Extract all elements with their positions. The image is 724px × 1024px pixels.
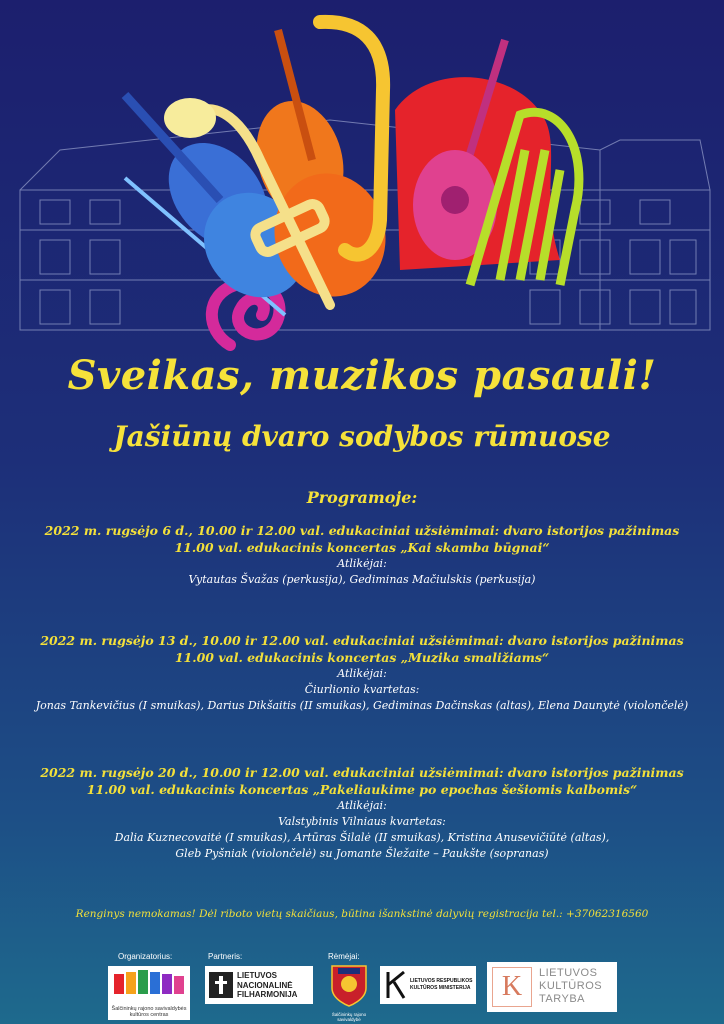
program-label: Programoje:	[306, 488, 418, 507]
ministry-line2: KULTŪROS MINISTERIJA	[410, 984, 471, 991]
event-2-performers: Jonas Tankevičius (I smuikas), Darius Dikšaitis (II smuikas), Gediminas Dačinskas (altas), Elena Daunytė (violončelė)	[35, 699, 689, 712]
philharmonic-emblem-icon	[209, 972, 233, 998]
partner-label: Partneris:	[208, 952, 243, 961]
coat-of-arms-icon	[326, 964, 372, 1008]
footer-logos	[0, 950, 724, 1024]
poster-subtitle: Jašiūnų dvaro sodybos rūmuose	[113, 420, 611, 453]
poster-title: Sveikas, muzikos pasauli!	[67, 352, 657, 399]
event-2	[0, 632, 724, 714]
event-3-schedule: 2022 m. rugsėjo 20 d., 10.00 ir 12.00 val. edukaciniai užsiėmimai: dvaro istorijos pažinimas	[40, 765, 684, 780]
municipality-text: Šalčininkų rajono savivaldybė	[331, 1012, 367, 1022]
event-3-performers-label: Atlikėjai:	[337, 799, 387, 812]
philharmonic-logo	[205, 966, 313, 1004]
event-1-performers: Vytautas Švažas (perkusija), Gediminas Mačiulskis (perkusija)	[188, 573, 536, 586]
organizer-label: Organizatorius:	[118, 952, 173, 961]
event-1-performers-label: Atlikėjai:	[337, 557, 387, 570]
event-1-concert: 11.00 val. edukacinis koncertas „Kai skamba būgnai“	[174, 540, 550, 555]
registration-note: Renginys nemokamas! Dėl riboto vietų skaičiaus, būtina išankstinė dalyvių registracija tel.: +37062316560	[75, 908, 649, 920]
philharmonic-line3: FILHARMONIJA	[237, 990, 298, 999]
council-line2: KULTŪROS	[539, 980, 603, 992]
municipality-logo	[326, 964, 372, 1022]
event-3	[0, 764, 724, 862]
sponsors-label: Rėmėjai:	[328, 952, 360, 961]
event-3-concert: 11.00 val. edukacinis koncertas „Pakeliaukime po epochas šešiomis kalbomis“	[86, 782, 638, 797]
event-1-schedule: 2022 m. rugsėjo 6 d., 10.00 ir 12.00 val. edukaciniai užsiėmimai: dvaro istorijos pažinimas	[44, 523, 680, 538]
event-3-ensemble: Valstybinis Vilniaus kvartetas:	[278, 815, 446, 828]
council-k-icon: K	[492, 967, 532, 1007]
council-line3: TARYBA	[539, 993, 585, 1005]
event-2-ensemble: Čiurlionio kvartetas:	[304, 683, 420, 696]
ministry-logo	[380, 966, 476, 1004]
council-line1: LIETUVOS	[539, 967, 598, 979]
culture-council-logo	[487, 962, 617, 1012]
event-1	[0, 522, 724, 588]
culture-centre-building-icon	[108, 966, 190, 1002]
organizer-logo-text: Šalčininkų rajono savivaldybės kultūros centras	[111, 1006, 187, 1018]
event-2-schedule: 2022 m. rugsėjo 13 d., 10.00 ir 12.00 val. edukaciniai užsiėmimai: dvaro istorijos pažinimas	[40, 633, 684, 648]
ministry-k-icon	[384, 970, 408, 1000]
hero-illustration	[0, 0, 724, 360]
trumpet-bell-shape	[164, 98, 216, 138]
ministry-line1: LIETUVOS RESPUBLIKOS	[410, 978, 473, 984]
event-2-concert: 11.00 val. edukacinis koncertas „Muzika smaližiams“	[174, 650, 550, 665]
philharmonic-line2: NACIONALINĖ	[237, 980, 293, 990]
organizer-logo	[108, 966, 190, 1020]
event-3-performers-line1: Dalia Kuznecovaitė (I smuikas), Artūras Šilalė (II smuikas), Kristina Anusevičiūtė (altas),	[114, 831, 610, 844]
event-3-performers-line2: Gleb Pyšniak (violončelė) su Jomante Šležaite – Paukšte (sopranas)	[175, 847, 549, 860]
event-2-performers-label: Atlikėjai:	[337, 667, 387, 680]
philharmonic-line1: LIETUVOS	[237, 971, 278, 980]
